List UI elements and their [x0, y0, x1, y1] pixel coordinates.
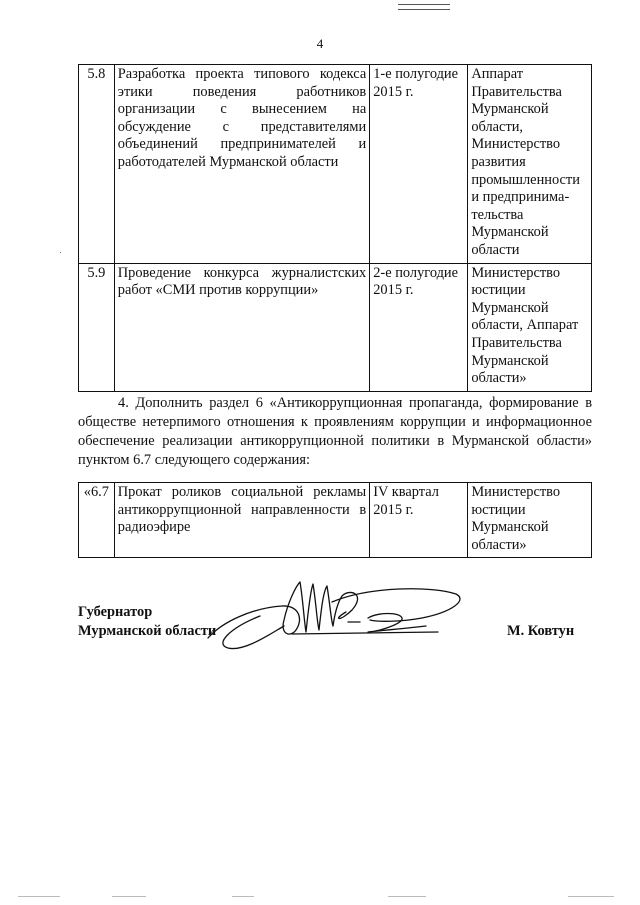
signatory-title-line: Мурманской области [78, 623, 217, 639]
added-item-table [78, 482, 592, 558]
scan-artifact [232, 896, 254, 897]
responsible-body: Аппарат Правительства Мурманской области, Министерство развития промышленности и предпринимательства Мурманской области [468, 65, 592, 264]
deadline: 2-е полугодие 2015 г. [370, 263, 468, 391]
item-number: «6.7 [79, 483, 115, 558]
scan-artifact [112, 896, 146, 897]
action-description: Прокат роликов социальной рекламы антикоррупционной направленности в радиоэфире [114, 483, 369, 558]
scan-artifact [398, 4, 450, 5]
scan-artifact [568, 896, 614, 897]
scan-artifact [60, 252, 61, 253]
signatory-name: М. Ковтун [507, 623, 575, 639]
scan-artifact [398, 9, 450, 10]
page-number: 4 [316, 36, 324, 51]
item-number: 5.8 [79, 65, 115, 264]
item-number: 5.9 [79, 263, 115, 391]
deadline: IV квартал 2015 г. [370, 483, 468, 558]
signatory-title [78, 603, 216, 641]
handwritten-signature [200, 572, 470, 662]
responsible-body: Министерство юстиции Мурманской области, Аппарат Правительства Мурманской области» [468, 263, 592, 391]
scan-artifact [388, 896, 426, 897]
scan-artifact [18, 896, 60, 897]
action-description: Разработка проекта типового кодекса этики поведения работников организации с вынесением на обсуждение с представителями объединений предпринимателей и работодателей Мурманской области [114, 65, 369, 264]
amendment-paragraph: 4. Дополнить раздел 6 «Антикоррупционная пропаганда, формирование в обществе нетерпимого отношения к проявлениям коррупции и информационное обеспечение реализации антикоррупционной политики в Мурманской области» пунктом 6.7 следующего содержания: [78, 395, 592, 468]
table-row [79, 483, 592, 558]
action-plan-table [78, 64, 592, 392]
deadline: 1-е полугодие 2015 г. [370, 65, 468, 264]
table-row [79, 65, 592, 264]
action-description: Проведение конкурса журналистских работ «СМИ против коррупции» [114, 263, 369, 391]
signatory-title-line: Губернатор [78, 604, 153, 620]
table-row [79, 263, 592, 391]
responsible-body: Министерство юстиции Мурманской области» [468, 483, 592, 558]
